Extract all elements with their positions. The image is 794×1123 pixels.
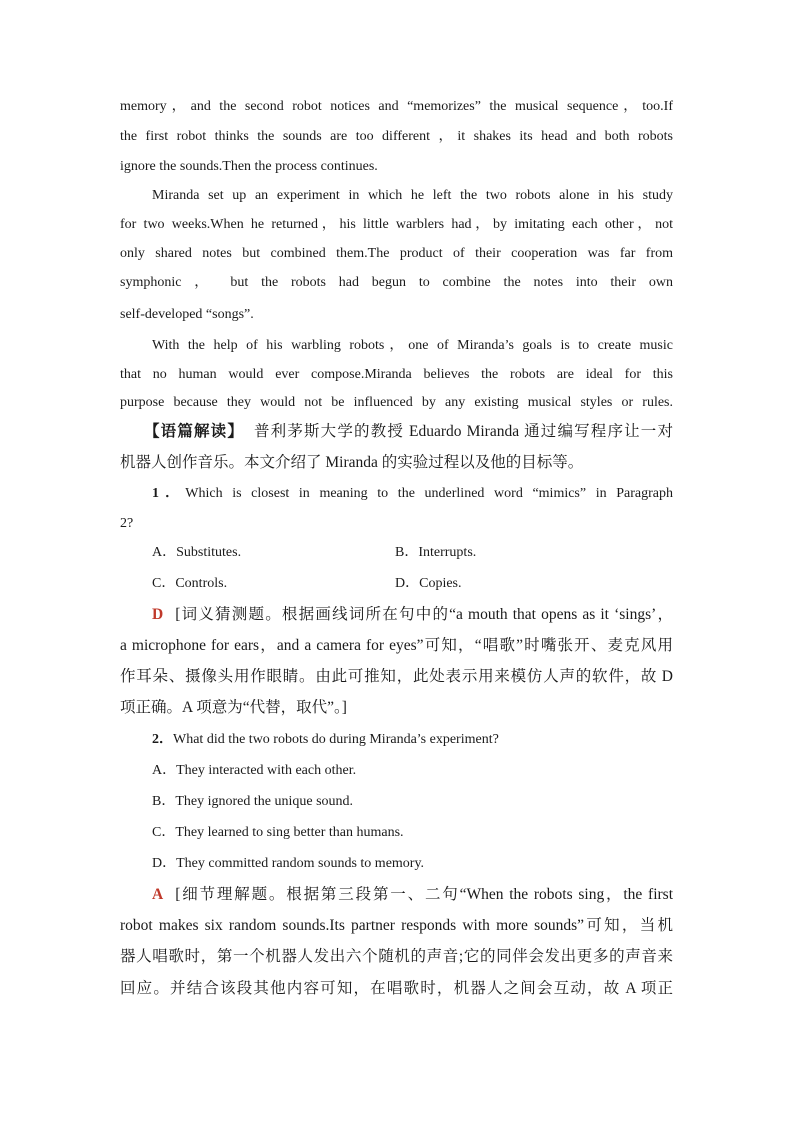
q2-option-b: B．They ignored the unique sound. xyxy=(152,794,354,809)
summary-label: 【语篇解读】 xyxy=(144,423,244,440)
q1-option-d: D．Copies. xyxy=(395,576,462,591)
q1-answer: D xyxy=(152,606,164,623)
q2-explanation-line: 回应。并结合该段其他内容可知，在唱歌时，机器人之间会互动，故 A 项正 xyxy=(120,980,673,997)
q1-option-c: C．Controls. xyxy=(152,576,228,591)
q2-option-d: D．They committed random sounds to memory. xyxy=(152,856,425,871)
q2-option-c: C．They learned to sing better than humans. xyxy=(152,825,404,840)
passage-line: that no human would ever compose.Miranda believes the robots are ideal for this xyxy=(120,367,673,382)
question-1-stem-cont: 2? xyxy=(120,516,134,531)
q2-explanation-text: [细节理解题。根据第三段第一、二句“When the robots sing，the first xyxy=(175,886,673,903)
q1-option-b: B．Interrupts. xyxy=(395,545,477,560)
passage-line: memory，and the second robot notices and “memorizes” the musical sequence，too.If xyxy=(120,99,673,114)
question-text: What did the two robots do during Miranda’s experiment? xyxy=(173,732,499,747)
q2-explanation-line: robot makes six random sounds.Its partner responds with more sounds”可知，当机 xyxy=(120,917,673,934)
q1-explanation-line: 作耳朵、摄像头用作眼睛。由此可推知，此处表示用来模仿人声的软件，故 D xyxy=(120,668,673,685)
summary-line: 机器人创作音乐。本文介绍了 Miranda 的实验过程以及他的目标等。 xyxy=(120,454,584,471)
question-number: 1． xyxy=(152,486,186,501)
summary-text: 普利茅斯大学的教授 Eduardo Miranda 通过编写程序让一对 xyxy=(254,423,673,440)
passage-line: ignore the sounds.Then the process continues. xyxy=(120,159,378,174)
q1-explanation-line: 项正确。A 项意为“代替，取代”。] xyxy=(120,699,347,716)
q2-explanation xyxy=(152,885,673,905)
q1-option-a: A．Substitutes. xyxy=(152,545,242,560)
passage-line: only shared notes but combined them.The product of their cooperation was far from xyxy=(120,246,673,261)
q2-option-a: A．They interacted with each other. xyxy=(152,763,357,778)
passage-line: purpose because they would not be influenced by any existing musical styles or rules. xyxy=(120,395,673,410)
passage-line: Miranda set up an experiment in which he left the two robots alone in his study xyxy=(152,188,673,203)
passage-line: With the help of his warbling robots，one of Miranda’s goals is to create music xyxy=(152,338,673,353)
question-text: Which is closest in meaning to the underlined word “mimics” in Paragraph xyxy=(185,486,674,501)
passage-line: for two weeks.When he returned，his little warblers had，by imitating each other，not xyxy=(120,217,673,232)
passage-line: symphonic ， but the robots had begun to combine the notes into their own xyxy=(120,275,673,290)
question-number: 2． xyxy=(152,732,173,747)
q2-answer: A xyxy=(152,886,164,903)
q1-explanation-text: [词义猜测题。根据画线词所在句中的“a mouth that opens as it ‘sings’， xyxy=(175,606,673,623)
q2-explanation-line: 器人唱歌时，第一个机器人发出六个随机的声音;它的同伴会发出更多的声音来 xyxy=(120,948,673,965)
summary-line xyxy=(144,422,673,442)
passage-line: self-developed “songs”. xyxy=(120,307,254,322)
q1-explanation-line: a microphone for ears，and a camera for eyes”可知，“唱歌”时嘴张开、麦克风用 xyxy=(120,637,673,654)
question-2-stem xyxy=(152,730,673,750)
passage-line: the first robot thinks the sounds are too different ，it shakes its head and both robots xyxy=(120,129,673,144)
question-1-stem xyxy=(152,484,673,504)
q1-explanation xyxy=(152,605,673,625)
